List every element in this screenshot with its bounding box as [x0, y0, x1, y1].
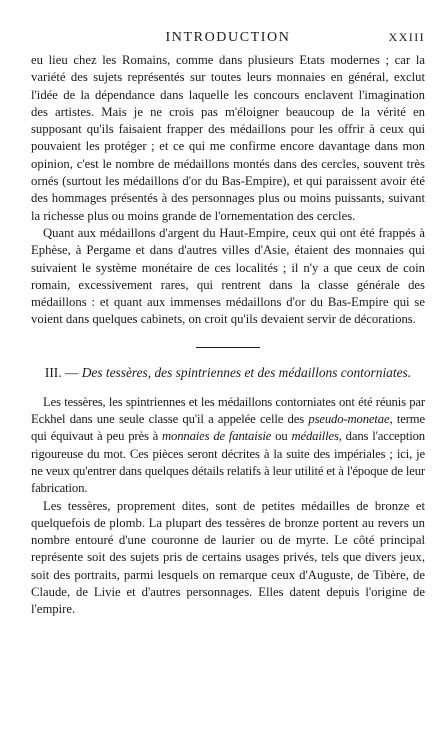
text-run: ou	[271, 429, 292, 444]
section-title: Des tessères, des spintriennes et des médaillons contorniates.	[81, 364, 412, 380]
text-run: , dans l'acception rigoureuse du mot. Ces pièces seront décrites à la suite des impériales ; ici, je ne veux qu'entrer dans quelques détails relatifs à leur utilité et à l'époque de leur fabrication.	[31, 429, 425, 496]
section-heading	[41, 363, 415, 382]
book-page	[31, 30, 425, 619]
section-divider	[196, 347, 260, 348]
text-run: Les tessères, les spintriennes et les médaillons contorniates ont été réunis par Eckhel dans une seule classe qu'il a appelée celle des	[31, 394, 425, 427]
paragraph-silver-medallions: Quant aux médaillons d'argent du Haut-Empire, ceux qui ont été frappés à Ephèse, à Pergame et dans d'autres villes d'Asie, étaient des monnaies qui suivaient le système monétaire de ces localités ; il n'y a que ceux de coin romain, excessivement rares, qui rentrent dans la classe générale des médaillons : et quant aux immenses médaillons d'or du Bas-Empire qui se voient dans quelques cabinets, on croit qu'ils devaient servir de décorations.	[31, 225, 425, 327]
paragraph-tesseres-description: Les tessères, proprement dites, sont de petites médailles de bronze et quelquefois de plomb. La plupart des tessères de bronze portent au revers un nombre entouré d'une couronne de laurier ou de myrte. Le côté principal représente soit des sujets pris de certains usages privés, tels que divers jeux, soit des portraits, parmi lesquels on remarque ceux d'Auguste, de Tibère, de Claude, de Livie et d'autres personnages. Elles datent depuis l'origine de l'empire.	[31, 498, 425, 617]
term-medailles: médailles	[291, 429, 339, 444]
page-number: XXIII	[388, 30, 425, 44]
running-head	[31, 30, 425, 52]
paragraph-tesseres-intro	[31, 394, 425, 498]
running-title: INTRODUCTION	[165, 30, 291, 45]
term-pseudo-monetae: pseudo-monetae	[308, 412, 390, 427]
term-monnaies-de-fantaisie: monnaies de fantaisie	[162, 429, 272, 444]
section-number: III. —	[44, 364, 79, 380]
text-run: , terme qui équivaut à peu près à	[31, 412, 425, 444]
paragraph-continuation: eu lieu chez les Romains, comme dans plusieurs Etats modernes ; car la variété des sujets représentés sur toutes leurs monnaies en général, exclut l'idée de la dépendance dans laquelle les concours enclavent l'imagination des artistes. Mais je ne crois pas m'éloigner beaucoup de la vérité en supposant qu'ils faisaient frapper des médaillons pour les offrir à ceux qui pouvaient les protéger ; et ce qui me confirme encore davantage dans mon opinion, c'est le nombre de médaillons montés dans des cercles, souvent très ornés (surtout les médaillons d'or du Bas-Empire), et qui paraissent avoir été des hommages présentés à des personnages plus ou moins puissants, suivant la richesse plus ou moins grande de l'ornementation des cercles.	[31, 53, 425, 223]
